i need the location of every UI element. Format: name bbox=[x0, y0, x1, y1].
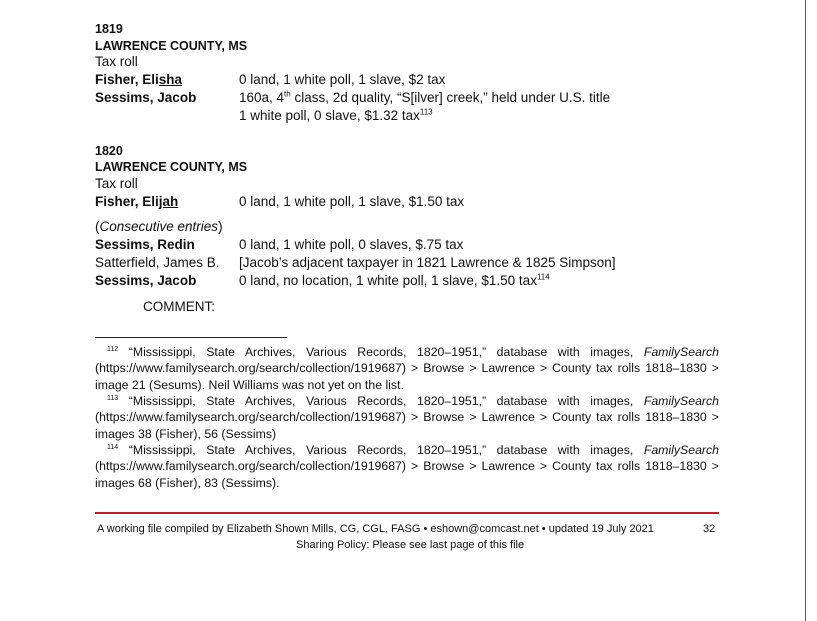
name-underlined: sha bbox=[158, 72, 183, 87]
year-1820: 1820 bbox=[95, 144, 123, 158]
entry-name-fisher-elisha bbox=[95, 71, 182, 89]
value-text: 0 land, no location, 1 white poll, 1 slave, $1.50 tax bbox=[239, 273, 537, 288]
footnote-separator bbox=[95, 337, 287, 338]
footnote-text: (https://www.familysearch.org/search/collection/1919687) > Browse > Lawrence > County tax rolls 1818–1830 > image 21 (Sesums). Neil Williams was not yet on the list. bbox=[95, 361, 719, 392]
footnote-italic: FamilySearch bbox=[643, 345, 719, 359]
record-type-1820: Tax roll bbox=[95, 176, 138, 191]
name-text: Fisher, Eli bbox=[95, 72, 159, 87]
entry-name-fisher-elijah bbox=[95, 193, 178, 211]
paren: ) bbox=[218, 219, 223, 234]
footnote-italic: FamilySearch bbox=[643, 394, 719, 408]
entry-value-fisher-elisha: 0 land, 1 white poll, 1 slave, $2 tax bbox=[239, 72, 446, 87]
footnote-112 bbox=[95, 344, 719, 393]
entry-value-sessims-jacob-line2 bbox=[239, 107, 433, 125]
entry-value-sessims-redin: 0 land, 1 white poll, 0 slaves, $.75 tax bbox=[239, 237, 464, 252]
entry-value-satterfield: [Jacob’s adjacent taxpayer in 1821 Lawrence & 1825 Simpson] bbox=[239, 255, 616, 270]
entry-value-sessims-jacob-1820 bbox=[239, 272, 550, 290]
footnote-text: “Mississippi, State Archives, Various Records, 1820–1951,” database with images, bbox=[118, 443, 644, 457]
footnote-114 bbox=[95, 442, 719, 491]
name-underlined: jah bbox=[158, 194, 179, 209]
value-text: class, 2d quality, “S[ilver] creek,” held under U.S. title bbox=[290, 90, 611, 105]
sharing-policy: Sharing Policy: Please see last page of this file bbox=[296, 539, 525, 551]
year-1819: 1819 bbox=[95, 22, 123, 36]
footnote-ref-113: 113 bbox=[419, 107, 433, 117]
footer-credit: A working file compiled by Elizabeth Shown Mills, CG, CGL, FASG • eshown@comcast.net • updated 19 July 2021 bbox=[97, 523, 654, 535]
footnote-number: 112 bbox=[107, 345, 119, 353]
value-text: 1 white poll, 0 slave, $1.32 tax bbox=[239, 108, 420, 123]
county-heading-1820: LAWRENCE COUNTY, MS bbox=[95, 160, 248, 174]
value-text: 160a, 4 bbox=[239, 90, 285, 105]
entry-name-sessims-jacob-1820: Sessims, Jacob bbox=[95, 273, 197, 288]
consecutive-entries-note: (Consecutive entries) bbox=[95, 219, 223, 234]
entry-name-sessims-jacob-1819: Sessims, Jacob bbox=[95, 90, 197, 105]
page-number: 32 bbox=[703, 523, 716, 535]
name-text: Fisher, Eli bbox=[95, 194, 159, 209]
footnote-text: “Mississippi, State Archives, Various Records, 1820–1951,” database with images, bbox=[118, 394, 644, 408]
footnote-113 bbox=[95, 393, 719, 442]
footnote-italic: FamilySearch bbox=[643, 443, 719, 457]
county-heading-1819: LAWRENCE COUNTY, MS bbox=[95, 39, 248, 53]
consecutive-text: Consecutive entries bbox=[99, 219, 219, 234]
footnote-ref-114: 114 bbox=[536, 272, 550, 282]
footnote-text: (https://www.familysearch.org/search/collection/1919687) > Browse > Lawrence > County tax rolls 1818–1830 > images 38 (Fisher), 56 (Sessims) bbox=[95, 410, 719, 441]
footnote-number: 113 bbox=[107, 394, 119, 402]
record-type-1819: Tax roll bbox=[95, 54, 138, 69]
footnote-text: “Mississippi, State Archives, Various Records, 1820–1951,” database with images, bbox=[118, 345, 644, 359]
entry-name-sessims-redin: Sessims, Redin bbox=[95, 237, 195, 252]
entry-value-fisher-elijah: 0 land, 1 white poll, 1 slave, $1.50 tax bbox=[239, 194, 465, 209]
entry-name-satterfield: Satterfield, James B. bbox=[95, 255, 220, 270]
comment-label: COMMENT: bbox=[143, 299, 215, 314]
page-edge-line bbox=[805, 0, 806, 621]
footnote-number: 114 bbox=[107, 443, 119, 451]
footnote-text: (https://www.familysearch.org/search/collection/1919687) > Browse > Lawrence > County tax rolls 1818–1830 > images 68 (Fisher), 83 (Sessims). bbox=[95, 459, 719, 490]
entry-value-sessims-jacob-line1 bbox=[239, 89, 610, 107]
ordinal-suffix: th bbox=[284, 89, 291, 99]
footer-rule bbox=[95, 512, 719, 514]
